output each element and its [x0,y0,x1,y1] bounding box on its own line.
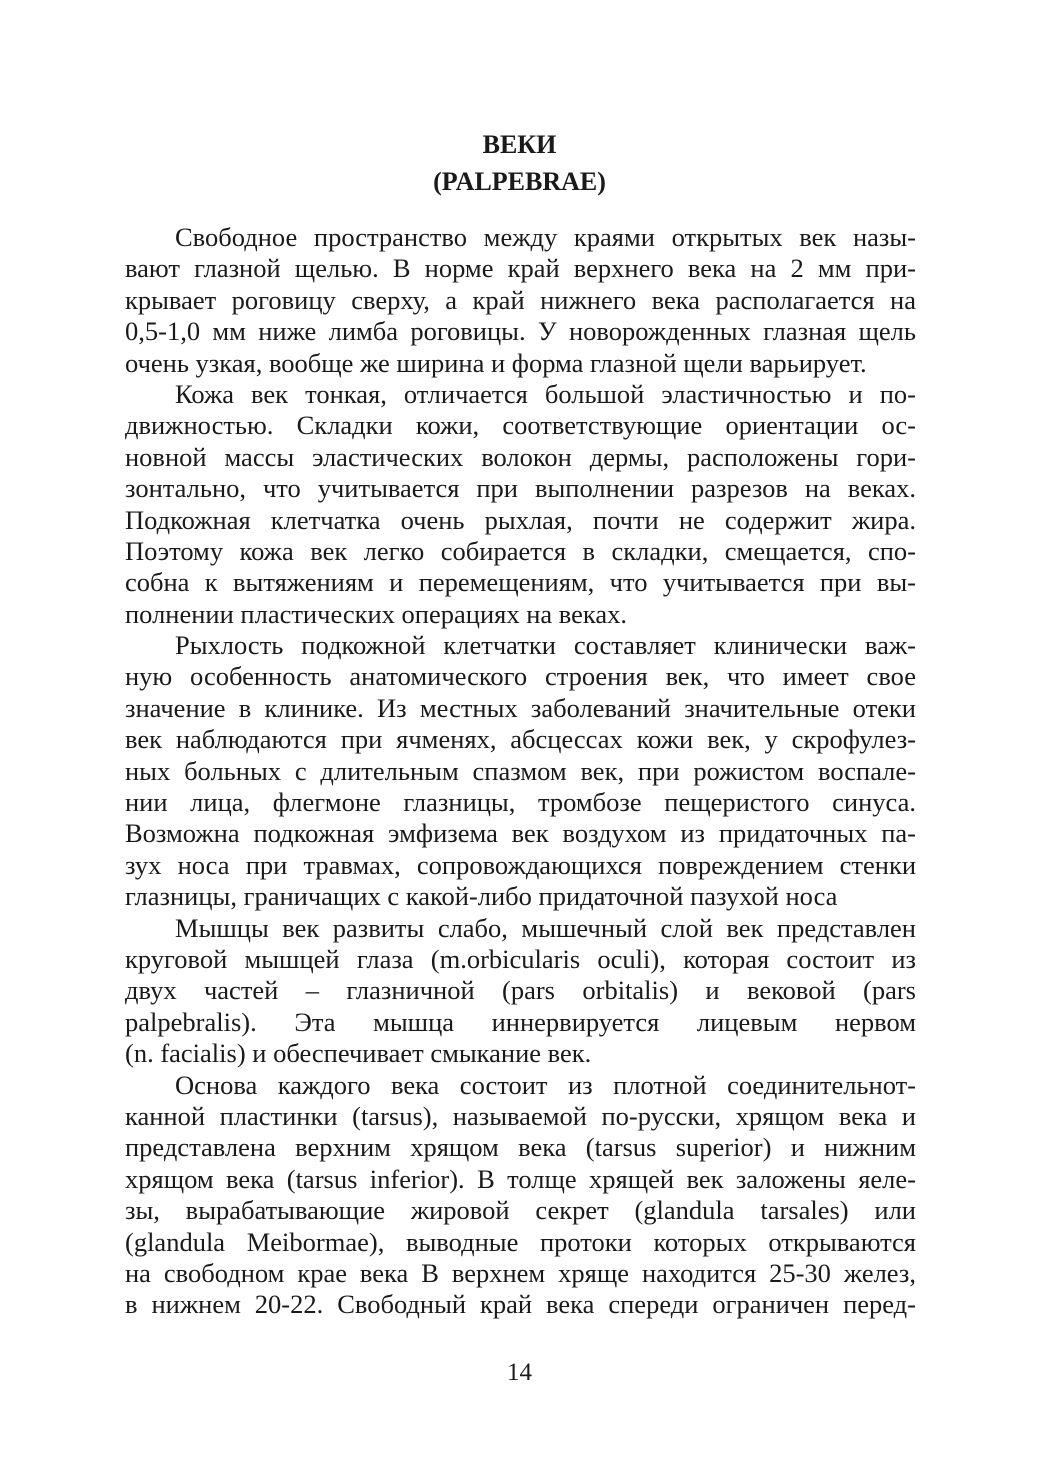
text-line: Основа каждого века состоит из плотной соединительнот- [175,1069,916,1100]
text-line: крывает роговицу сверху, а край нижнего века располагается на [125,284,916,315]
text-line: ную особенность анатомического строения век, что имеет свое [125,661,916,692]
text-line: очень узкая, вообще же ширина и форма глазной щели варьирует. [125,347,867,378]
text-line: хрящом века (tarsus inferior). В толще хрящей век заложены яеле- [125,1163,916,1194]
text-line: Подкожная клетчатка очень рыхлая, почти не содержит жира. [125,504,916,535]
paragraph [125,222,916,379]
section-heading [0,126,1039,200]
text-line: вают глазной щелью. В норме край верхнего века на 2 мм при- [125,253,916,284]
text-line: зы, вырабатывающие жировой секрет (glandula tarsales) или [125,1195,916,1226]
text-line: Свободное пространство между краями открытых век назы- [175,222,916,252]
page-number: 14 [507,1359,532,1386]
text-line: век наблюдаются при ячменях, абсцессах кожи век, у скрофулез- [125,724,916,755]
text-line: ных больных с длительным спазмом век, при рожистом воспале- [125,755,916,786]
paragraph [125,630,916,913]
paragraph [125,913,916,1070]
text-line: движностью. Складки кожи, соответствующие ориентации ос- [125,410,916,441]
text-line: круговой мышцей глаза (m.orbicularis oculi), которая состоит из [125,943,916,974]
text-line: 0,5-1,0 мм ниже лимба роговицы. У новорожденных глазная щель [125,316,916,347]
text-line: глазницы, граничащих с какой-либо придаточной пазухой носа [125,881,838,912]
text-line: Кожа век тонкая, отличается большой эластичностью и по- [175,378,916,409]
text-line: представлена верхним хрящом века (tarsus superior) и нижним [125,1132,916,1163]
text-line: полнении пластических операциях на веках. [125,598,627,629]
text-line: (glandula Meibormae), выводные протоки которых открываются [125,1226,916,1257]
text-line: зух носа при травмах, сопровождающихся повреждением стенки [125,849,916,880]
text-line: на свободном крае века В верхнем хряще находится 25-30 желез, [125,1257,916,1288]
heading-subtitle: (PALPEBRAE) [433,167,606,196]
text-line: Возможна подкожная эмфизема век воздухом из придаточных па- [125,818,916,849]
text-line: (n. facialis) и обеспечивает смыкание век. [125,1038,592,1069]
text-line: в нижнем 20-22. Свободный край века спереди ограничен перед- [125,1289,916,1320]
text-line: двух частей – глазничной (pars orbitalis) и вековой (pars [125,975,916,1006]
text-line: нии лица, флегмоне глазницы, тромбозе пещеристого синуса. [125,787,916,818]
text-line: значение в клинике. Из местных заболеваний значительные отеки [125,692,916,723]
body-text [125,222,916,1321]
text-line: собна к вытяжениям и перемещениям, что учитывается при вы- [125,567,916,598]
text-line: palpebralis). Эта мышца иннервируется лицевым нервом [125,1006,916,1037]
text-line: зонтально, что учитывается при выполнении разрезов на веках. [125,473,916,504]
paragraph [125,1070,916,1321]
text-line: Рыхлость подкожной клетчатки составляет клинически важ- [175,630,916,661]
paragraph [125,379,916,630]
text-line: Поэтому кожа век легко собирается в складки, смещается, спо- [125,535,916,566]
text-line: новной массы эластических волокон дермы, расположены гори- [125,441,916,472]
text-line: Мышцы век развиты слабо, мышечный слой век представлен [175,912,916,943]
text-line: канной пластинки (tarsus), называемой по-русски, хрящом века и [125,1100,916,1131]
heading-title: ВЕКИ [482,130,557,159]
